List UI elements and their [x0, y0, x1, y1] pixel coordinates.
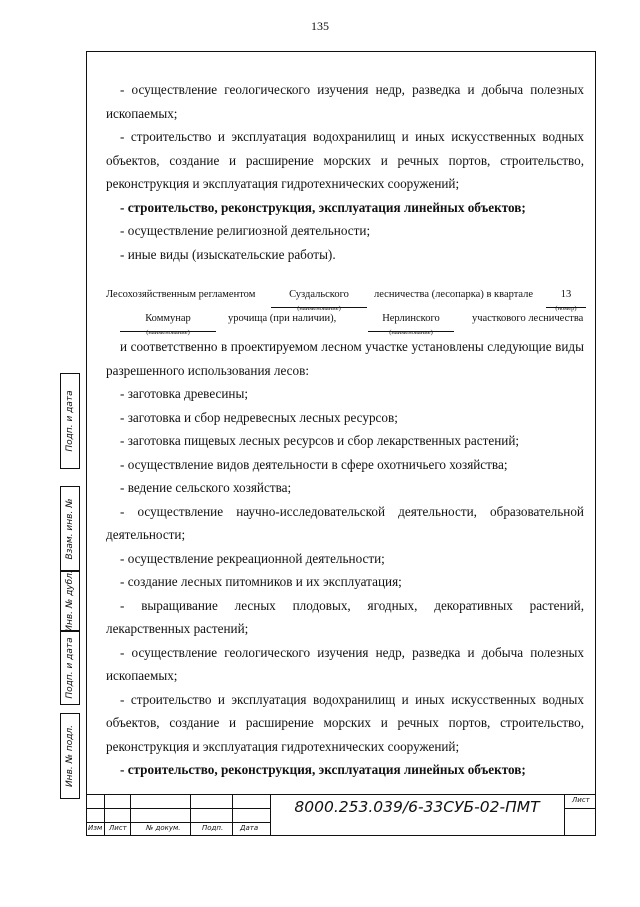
- document-body: [106, 78, 584, 782]
- regulation-prefix: Лесохозяйственным регламентом: [106, 289, 256, 300]
- tract-label: урочища (при наличии),: [228, 313, 337, 324]
- title-block: [86, 794, 596, 836]
- district-label: участкового лесничества: [472, 313, 584, 324]
- district-name: Нерлинского: [368, 307, 454, 332]
- sheet-label: Лист: [572, 796, 590, 804]
- list-item: - осуществление видов деятельности в сфере охотничьего хозяйства;: [120, 456, 508, 472]
- header-change: Изм: [88, 824, 103, 832]
- header-signature: Подп.: [202, 824, 224, 832]
- list-item: - осуществление геологического изучения недр, разведка и добыча полезных ископаемых;: [106, 82, 584, 121]
- page-number: 135: [311, 19, 329, 33]
- regulation-block: [106, 277, 584, 335]
- list-item: - создание лесных питомников и их эксплуатация;: [120, 574, 402, 589]
- side-label-orig-inv: Инв. № подл.: [60, 713, 80, 799]
- forestry-caption: (наименование): [297, 305, 341, 312]
- intro-paragraph: и соответственно в проектируемом лесном участке установлены следующие виды разрешенного использования лесов:: [106, 339, 584, 378]
- side-label-sign-date: Подп. и дата: [60, 373, 80, 469]
- list-item: - строительство и эксплуатация водохранилищ и иных искусственных водных объектов, создание и расширение морских и речных портов, строительство, реконструкция и эксплуатация гидротехнических сооружений;: [106, 691, 584, 754]
- list-item: - заготовка древесины;: [120, 386, 248, 401]
- list-item: - осуществление геологического изучения недр, разведка и добыча полезных ископаемых;: [106, 644, 584, 683]
- tract-name: Коммунар: [120, 307, 216, 332]
- list-item: - заготовка и сбор недревесных лесных ресурсов;: [120, 409, 398, 425]
- list-item: - строительство, реконструкция, эксплуатация линейных объектов;: [120, 762, 526, 777]
- list-item: - выращивание лесных плодовых, ягодных, декоративных растений, лекарственных растений;: [106, 597, 584, 636]
- quarter-number: 13: [546, 283, 586, 308]
- list-item: - осуществление рекреационной деятельности;: [120, 550, 385, 566]
- list-item: - ведение сельского хозяйства;: [120, 480, 292, 495]
- header-sheet: Лист: [109, 824, 127, 832]
- list-item: - осуществление религиозной деятельности;: [120, 223, 371, 238]
- side-label-sign-date-2: Подп. и дата: [60, 631, 80, 705]
- list-item: - строительство, реконструкция, эксплуатация линейных объектов;: [120, 199, 526, 215]
- quarter-caption: (номер): [555, 305, 577, 312]
- tract-caption: (наименование): [146, 329, 190, 336]
- list-item: - осуществление научно-исследовательской деятельности, образовательной деятельности;: [106, 503, 584, 542]
- side-label-dup-inv: Инв. № дубл.: [60, 571, 80, 631]
- side-label-replace-inv: Взам. инв. №: [60, 486, 80, 571]
- list-item: - заготовка пищевых лесных ресурсов и сбор лекарственных растений;: [120, 433, 520, 448]
- forestry-label: лесничества (лесопарка) в квартале: [374, 289, 534, 300]
- document-code: 8000.253.039/6-33СУБ-02-ПМТ: [294, 798, 540, 816]
- list-item: - строительство и эксплуатация водохранилищ и иных искусственных водных объектов, создание и расширение морских и речных портов, строительство, реконструкция и эксплуатация гидротехнических сооружений;: [106, 129, 584, 191]
- header-date: Дата: [240, 824, 259, 832]
- list-item: - иные виды (изыскательские работы).: [120, 246, 336, 262]
- district-caption: (наименование): [389, 329, 433, 336]
- header-doc-number: № докум.: [146, 824, 181, 832]
- forestry-name: Суздальского: [271, 283, 367, 308]
